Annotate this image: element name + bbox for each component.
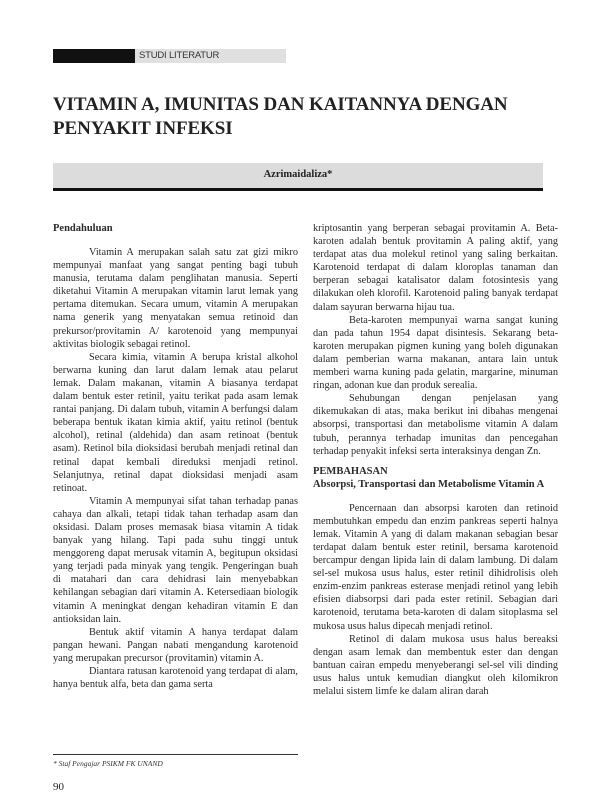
right-column: [313, 222, 558, 698]
paragraph: Secara kimia, vitamin A berupa kristal alkohol berwarna kuning dan larut dalam lemak atau pelarut lemak. Dalam makanan, vitamin A biasanya terdapat dalam bentuk ester retinil, yaitu terikat pada asam lemak rantai panjang. Di dalam tubuh, vitamin A berfungsi dalam beberapa bentuk ikatan kimia aktif, yaitu retinol (bentuk alcohol), retinal (aldehida) dan asam retinoat (bentuk asam). Retinol bila dioksidasi berubah menjadi retinal dan retinal dapat kembali direduksi menjadi retinol. Selanjutnya, retinal dapat dioksidasi menjadi asam retinoat.: [53, 351, 298, 494]
section-heading-discussion: PEMBAHASAN: [313, 465, 388, 477]
section-label: STUDI LITERATUR: [135, 49, 286, 63]
paragraph: kriptosantin yang berperan sebagai provitamin A. Beta-karoten adalah bentuk provitamin A paling aktif, yang terdapat atas dua molekul retinol yang saling berkaitan. Karotenoid terdapat di dalam kloroplas tanaman dan berperan sebagai katalisator dalam fotosintesis yang dilakukan oleh klorofil. Karotenoid paling banyak terdapat dalam sayuran berwarna hijau tua.: [313, 223, 558, 313]
article-title: VITAMIN A, IMUNITAS DAN KAITANNYA DENGAN PENYAKIT INFEKSI: [53, 94, 508, 139]
section-tag: [53, 49, 286, 63]
footnote: * Staf Pengajar PSIKM FK UNAND: [53, 759, 163, 768]
paragraph: Sehubungan dengan penjelasan yang dikemukakan di atas, maka berikut ini dibahas mengenai absorpsi, transportasi dan metabolisme vitamin A dalam tubuh, perannya terhadap imunitas dan pencegahan terhadap penyakit infeksi serta interaksinya dengan Zn.: [313, 393, 558, 457]
section-heading-introduction: Pendahuluan: [53, 223, 113, 234]
page-number: 90: [53, 781, 64, 793]
paragraph: Bentuk aktif vitamin A hanya terdapat dalam pangan hewani. Pangan nabati mengandung karotenoid yang merupakan precursor (provitamin) vitamin A.: [53, 626, 298, 664]
subsection-heading: Absorpsi, Transportasi dan Metabolisme Vitamin A: [313, 478, 545, 490]
paragraph: Retinol di dalam mukosa usus halus bereaksi dengan asam lemak dan membentuk ester dan dengan bantuan cairan empedu menyeberangi sel-sel vili dinding usus halus untuk kemudian diangkut oleh kilomikron melalui sistem limfe ke dalam aliran darah: [313, 633, 558, 697]
left-column: [53, 222, 298, 691]
section-tag-block: [53, 49, 135, 63]
author-bar: [53, 163, 543, 191]
paragraph: Pencernaan dan absorpsi karoten dan retinoid membutuhkan empedu dan enzim pankreas seperti halnya lemak. Vitamin A yang di dalam makanan sebagian besar terdapat dalam bentuk ester retinil, bersama karotenoid bercampur dengan lipida lain di dalam lambung. Di dalam sel-sel mukosa usus halus, ester retinil dihidrolisis oleh enzim-enzim pankreas esterase menjadi retinol yang lebih efisien diabsorpsi dari pada ester retinil. Sebagian dari karotenoid, terutama beta-karoten di dalam sitoplasma sel mukosa usus halus dipecah menjadi retinol.: [313, 502, 558, 632]
paragraph: Vitamin A merupakan salah satu zat gizi mikro mempunyai manfaat yang sangat penting bagi tubuh manusia, terutama dalam penglihatan manusia. Seperti diketahui Vitamin A merupakan vitamin larut lemak yang pertama ditemukan. Secara umum, vitamin A merupakan nama generik yang menyatakan semua retinoid dan prekursor/provitamin A/ karotenoid yang mempunyai aktivitas biologik sebagai retinol.: [53, 247, 298, 350]
paragraph: Beta-karoten mempunyai warna sangat kuning dan pada tahun 1954 dapat disintesis. Sekarang beta-karoten merupakan pigmen kuning yang boleh digunakan dalam pemberian warna makanan, antara lain untuk memberi warna kuning pada gelatin, margarine, minuman ringan, adonan kue dan produk serealia.: [313, 314, 558, 392]
footnote-divider: [53, 754, 298, 755]
paragraph: Diantara ratusan karotenoid yang terdapat di alam, hanya bentuk alfa, beta dan gama serta: [53, 666, 298, 691]
author-name: Azrimaidaliza*: [263, 169, 333, 180]
paragraph: Vitamin A mempunyai sifat tahan terhadap panas cahaya dan alkali, tetapi tidak tahan terhadap asam dan oksidasi. Dalam proses memasak biasa vitamin A tidak banyak yang hilang. Tapi pada suhu tinggi untuk menggoreng dapat merusak vitamin A, begitupun oksidasi yang terjadi pada minyak yang tengik. Pengeringan buah di matahari dan cara dehidrasi lain menyebabkan kehilangan sebagian dari vitamin A. Ketersediaan biologik vitamin A meningkat dengan kehadiran vitamin E dan antioksidan lain.: [53, 495, 298, 625]
